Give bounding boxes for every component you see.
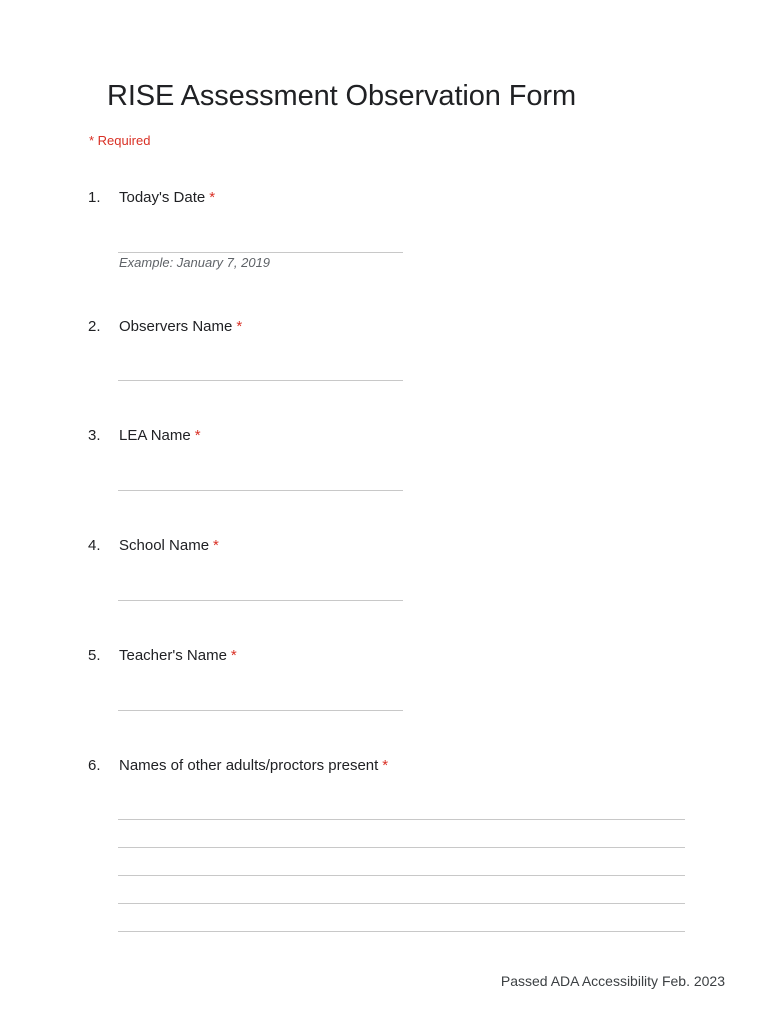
question-number: 1. (88, 189, 101, 206)
required-star: * (236, 318, 243, 335)
required-star: * (194, 427, 201, 444)
question-number: 6. (88, 757, 101, 774)
observers-name-input[interactable] (118, 380, 403, 381)
question-label: Today's Date * (119, 189, 216, 206)
question-number: 4. (88, 537, 101, 554)
question-number: 2. (88, 318, 101, 335)
todays-date-hint: Example: January 7, 2019 (119, 255, 271, 270)
question-label: Teacher's Name * (119, 647, 237, 664)
required-star: * (382, 757, 389, 774)
required-star: * (209, 189, 216, 206)
question-number: 3. (88, 427, 101, 444)
other-adults-input-line-1[interactable] (118, 819, 685, 820)
question-label: Observers Name * (119, 318, 243, 335)
other-adults-input-line-2[interactable] (118, 847, 685, 848)
question-number: 5. (88, 647, 101, 664)
teachers-name-input[interactable] (118, 710, 403, 711)
question-label: Names of other adults/proctors present * (119, 757, 389, 774)
required-star: * (213, 537, 219, 554)
required-star: * (230, 647, 237, 664)
question-label: LEA Name * (119, 427, 201, 444)
required-note: * Required (89, 133, 151, 148)
other-adults-input-line-3[interactable] (118, 875, 685, 876)
accessibility-footer: Passed ADA Accessibility Feb. 2023 (500, 973, 725, 989)
question-label: School Name * (119, 537, 219, 554)
lea-name-input[interactable] (118, 490, 403, 491)
todays-date-input[interactable] (118, 252, 403, 253)
form-title: RISE Assessment Observation Form (107, 80, 577, 112)
other-adults-input-line-4[interactable] (118, 903, 685, 904)
school-name-input[interactable] (118, 600, 403, 601)
other-adults-input-line-5[interactable] (118, 931, 685, 932)
